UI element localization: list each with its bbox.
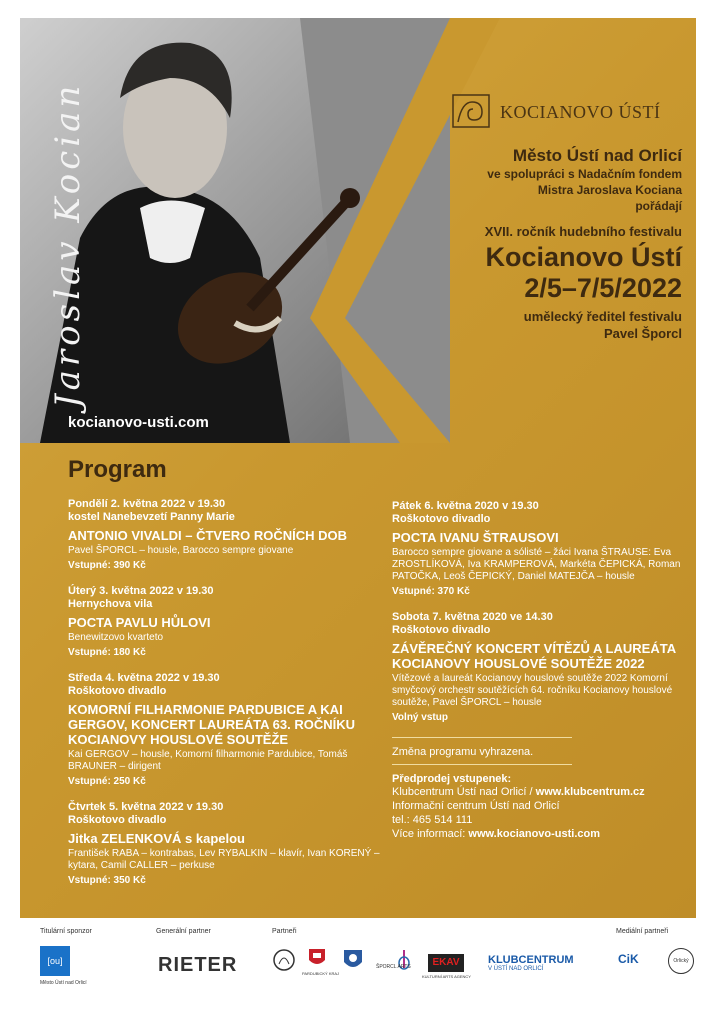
- event-venue: kostel Nanebevzetí Panny Marie: [68, 511, 235, 523]
- event-title: POCTA PAVLU HŮLOVI: [68, 615, 211, 630]
- program-right-column: [392, 500, 692, 841]
- cik-logo: CiK: [618, 952, 639, 966]
- event-price: Volný vstup: [392, 712, 448, 723]
- presale-phone: tel.: 465 514 111: [392, 814, 473, 826]
- edition: XVII. ročník hudebního festivalu: [484, 224, 682, 239]
- presale-line-1-text: Klubcentrum Ústí nad Orlicí /: [392, 786, 536, 798]
- event-date: Pátek 6. května 2020 v 19.30: [392, 500, 539, 512]
- cooperation-line-1: ve spolupráci s Nadačním fondem: [487, 167, 682, 181]
- sponsors-bar: [20, 926, 696, 1006]
- festival-website-link[interactable]: www.kocianovo-usti.com: [468, 828, 601, 840]
- event-performers: Pavel ŠPORCL – housle, Barocco sempre giovane: [68, 545, 294, 556]
- klubcentrum-logo-text: KLUBCENTRUM: [488, 954, 574, 966]
- director-label: umělecký ředitel festivalu: [523, 309, 682, 324]
- program-title: Program: [68, 456, 167, 483]
- website-link[interactable]: kocianovo-usti.com: [68, 414, 209, 431]
- event-price: Vstupné: 390 Kč: [68, 560, 146, 571]
- poster: [20, 18, 696, 918]
- rieter-logo: RIETER: [158, 954, 238, 976]
- festival-dates: 2/5–7/5/2022: [524, 273, 682, 303]
- festival-logo: [452, 94, 692, 134]
- presale-info: [392, 773, 692, 841]
- ou-caption: Město Ústí nad Orlicí: [40, 980, 87, 986]
- crest-icon: [342, 948, 364, 972]
- presale-line-4-text: Více informací:: [392, 828, 469, 840]
- event-date: Pondělí 2. května 2022 v 19.30: [68, 498, 226, 510]
- general-partner-label: Generální partner: [156, 928, 211, 935]
- klubcentrum-link[interactable]: www.klubcentrum.cz: [535, 786, 645, 798]
- signature: Jaroslav Kocian: [48, 81, 88, 408]
- title-sponsor-label: Titulární sponzor: [40, 928, 92, 935]
- violin-scroll-icon: [452, 94, 490, 128]
- event-item: [68, 498, 388, 572]
- event-item: [68, 801, 388, 887]
- festival-name: Kocianovo Ústí: [485, 242, 682, 272]
- event-item: [392, 500, 692, 598]
- event-performers: Kai GERGOV – housle, Komorní filharmonie Pardubice, Tomáš BRAUNER – dirigent: [68, 749, 348, 772]
- city-crest-icon: [272, 948, 296, 972]
- event-performers: Benewitzovo kvarteto: [68, 632, 164, 643]
- event-date: Sobota 7. května 2020 ve 14.30: [392, 611, 553, 623]
- event-performers: František RABA – kontrabas, Lev RYBALKIN – klavír, Ivan KORENÝ – kytara, Camil CALLER – perkuse: [68, 848, 380, 871]
- event-performers: Barocco sempre giovane a sólisté – žáci Ivana ŠTRAUSE: Eva ZROSTLÍKOVÁ, Iva KRAMPEROVÁ, Markéta ČEPICKÁ, Roman PATOČKA, Leoš ČEPICKÝ, Daniel MATEJČA – housle: [392, 547, 681, 582]
- ekav-logo: EKAV: [428, 954, 464, 972]
- divider: [392, 764, 572, 765]
- event-price: Vstupné: 350 Kč: [68, 875, 146, 886]
- klubcentrum-logo: [488, 954, 574, 972]
- event-venue: Roškotovo divadlo: [68, 814, 167, 826]
- cooperation-line-3: pořádají: [635, 199, 682, 213]
- cooperation-line-2: Mistra Jaroslava Kociana: [537, 183, 682, 197]
- presale-line-2: Informační centrum Ústí nad Orlicí: [392, 800, 560, 812]
- program-change-notice: Změna programu vyhrazena.: [392, 746, 534, 758]
- event-price: Vstupné: 250 Kč: [68, 776, 146, 787]
- event-title: KOMORNÍ FILHARMONIE PARDUBICE A KAI GERGOV, KONCERT LAUREÁTA 63. ROČNÍKU KOCIANOVY HOUSLOVÉ SOUTĚŽE: [68, 702, 355, 747]
- logo-text: KOCIANOVO ÚSTÍ: [500, 102, 661, 122]
- program-left-column: [68, 498, 388, 900]
- event-title: POCTA IVANU ŠTRAUSOVI: [392, 530, 559, 545]
- presale-heading: Předprodej vstupenek:: [392, 773, 512, 785]
- event-title: ANTONIO VIVALDI – ČTVERO ROČNÍCH DOB: [68, 528, 348, 543]
- pardubice-crest-icon: [308, 948, 326, 968]
- ou-logo: [ou]: [40, 946, 70, 976]
- event-venue: Roškotovo divadlo: [68, 685, 167, 697]
- event-price: Vstupné: 180 Kč: [68, 647, 146, 658]
- ekav-caption: KULTURNÍ ARTS AGENCY: [422, 974, 471, 979]
- event-title: Jitka ZELENKOVÁ s kapelou: [68, 831, 245, 846]
- event-venue: Roškotovo divadlo: [392, 513, 491, 525]
- sporcl-arts-caption: ŠPORCL ARTS: [376, 964, 411, 970]
- header-block: [322, 146, 682, 342]
- partners-label: Partneři: [272, 928, 297, 935]
- event-title: ZÁVĚREČNÝ KONCERT VÍTĚZŮ A LAUREÁTA KOCIANOVY HOUSLOVÉ SOUTĚŽE 2022: [392, 641, 676, 671]
- klubcentrum-caption: V ÚSTÍ NAD ORLICÍ: [488, 966, 544, 972]
- event-item: [68, 672, 388, 788]
- event-performers: Vítězové a laureát Kocianovy houslové soutěže 2022 Komorní smyčcový orchestr soutěžících 64. ročníku Kocianovy houslové soutěže, Pavel ŠPORCL – housle: [392, 673, 673, 708]
- organizer: Město Ústí nad Orlicí: [512, 146, 682, 165]
- orlicky-logo: Orlický: [668, 948, 694, 974]
- event-date: Čtvrtek 5. května 2022 v 19.30: [68, 801, 224, 813]
- media-partners-label: Mediální partneři: [616, 928, 669, 935]
- presale-line-4: [392, 827, 692, 841]
- event-date: Úterý 3. května 2022 v 19.30: [68, 585, 214, 597]
- event-item: [68, 585, 388, 659]
- event-item: [392, 611, 692, 724]
- event-venue: Roškotovo divadlo: [392, 624, 491, 636]
- event-date: Středa 4. května 2022 v 19.30: [68, 672, 220, 684]
- divider: [392, 737, 572, 738]
- event-price: Vstupné: 370 Kč: [392, 586, 470, 597]
- presale-line-1: [392, 785, 692, 799]
- pardubice-caption: PARDUBICKÝ KRAJ: [302, 971, 340, 976]
- event-venue: Hernychova vila: [68, 598, 153, 610]
- director-name: Pavel Šporcl: [603, 326, 682, 341]
